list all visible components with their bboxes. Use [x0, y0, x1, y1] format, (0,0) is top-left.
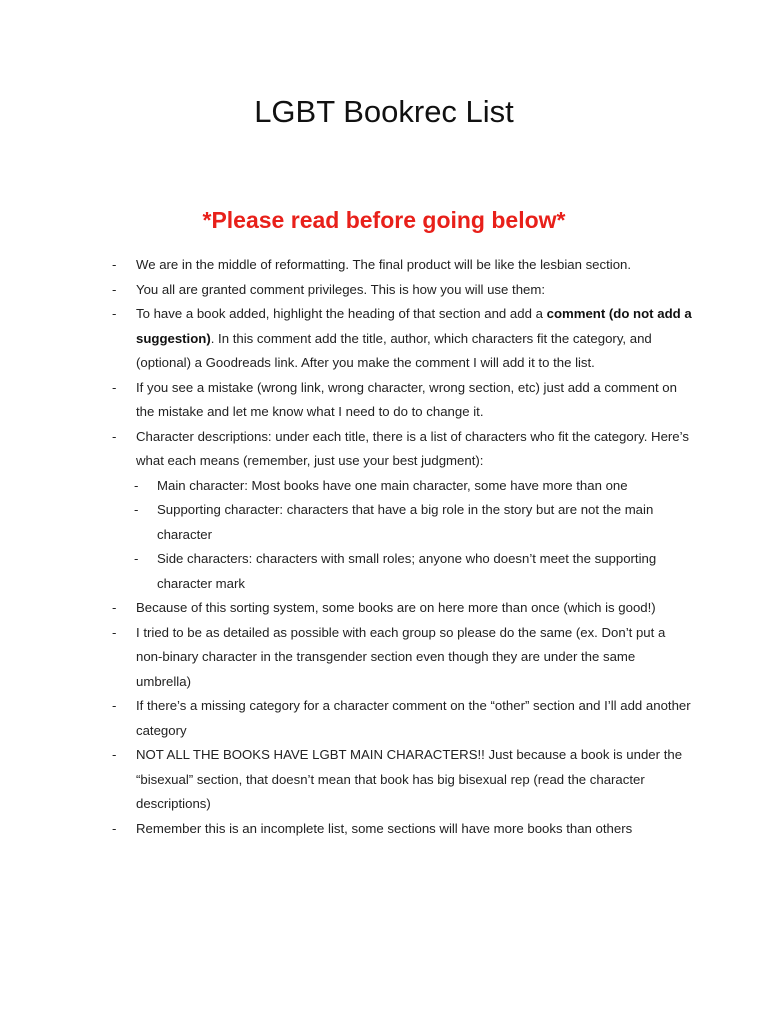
- sublist-item: [112, 474, 692, 499]
- list-item-text: Character descriptions: under each title, there is a list of characters who fit the category. Here’s what each means (remember, just use your best judgment):: [136, 428, 689, 468]
- dash-bullet: -: [112, 306, 117, 321]
- page-title: LGBT Bookrec List: [254, 94, 514, 129]
- bold-instruction: comment (do not add a suggestion): [136, 306, 692, 346]
- list-item-text: If there’s a missing category for a character comment on the “other” section and I’ll add another category: [136, 698, 691, 738]
- list-item: [112, 817, 692, 842]
- list-item-text: If you see a mistake (wrong link, wrong character, wrong section, etc) just add a comment on the mistake and let me know what I need to do to change it.: [136, 379, 677, 419]
- dash-bullet: -: [112, 257, 117, 272]
- dash-bullet: -: [112, 379, 117, 395]
- sublist-container: [112, 474, 692, 597]
- instruction-list: [112, 253, 692, 841]
- list-item: [112, 376, 692, 425]
- dash-bullet: -: [134, 477, 139, 493]
- list-item-text: [136, 306, 692, 370]
- sublist-item-text: Supporting character: characters that have a big role in the story but are not the main character: [157, 502, 654, 542]
- list-item: [112, 302, 692, 376]
- list-item-text: NOT ALL THE BOOKS HAVE LGBT MAIN CHARACTERS!! Just because a book is under the “bisexual” section, that doesn’t mean that book has big bisexual rep (read the character descriptions): [136, 747, 683, 811]
- sublist-item-text: Main character: Most books have one main character, some have more than one: [157, 477, 628, 493]
- list-item-text-after: . In this comment add the title, author, which characters fit the category, and (optional) a Goodreads link. After you make the comment I will add it to the list.: [136, 330, 652, 370]
- list-item: [112, 278, 692, 303]
- list-item: [112, 694, 692, 743]
- dash-bullet: -: [134, 502, 139, 517]
- list-item-text: Because of this sorting system, some books are on here more than once (which is good!): [136, 600, 656, 615]
- list-item: [112, 253, 692, 278]
- dash-bullet: -: [112, 428, 117, 444]
- list-item: [112, 596, 692, 621]
- list-item: [112, 621, 692, 695]
- dash-bullet: -: [112, 820, 117, 836]
- dash-bullet: -: [112, 747, 117, 762]
- list-item: [112, 743, 692, 817]
- sublist-item: [112, 547, 692, 596]
- list-item-text: Remember this is an incomplete list, some sections will have more books than others: [136, 820, 633, 836]
- list-item-text: I tried to be as detailed as possible with each group so please do the same (ex. Don’t put a non-binary character in the transgender section even though they are under the same umbrella): [136, 624, 666, 689]
- character-descriptions-sublist: [112, 474, 692, 597]
- list-item-text: We are in the middle of reformatting. The final product will be like the lesbian section.: [136, 257, 632, 272]
- list-item-text: You all are granted comment privileges. This is how you will use them:: [136, 281, 546, 297]
- list-item: [112, 425, 692, 474]
- sublist-item-text: Side characters: characters with small roles; anyone who doesn’t meet the supporting character mark: [157, 551, 657, 591]
- dash-bullet: -: [112, 600, 117, 615]
- dash-bullet: -: [134, 551, 139, 566]
- dash-bullet: -: [112, 624, 117, 640]
- notice-heading: *Please read before going below*: [202, 207, 566, 233]
- list-item-text-before: To have a book added, highlight the heading of that section and add a: [136, 306, 547, 321]
- dash-bullet: -: [112, 698, 117, 713]
- dash-bullet: -: [112, 281, 117, 297]
- sublist-item: [112, 498, 692, 547]
